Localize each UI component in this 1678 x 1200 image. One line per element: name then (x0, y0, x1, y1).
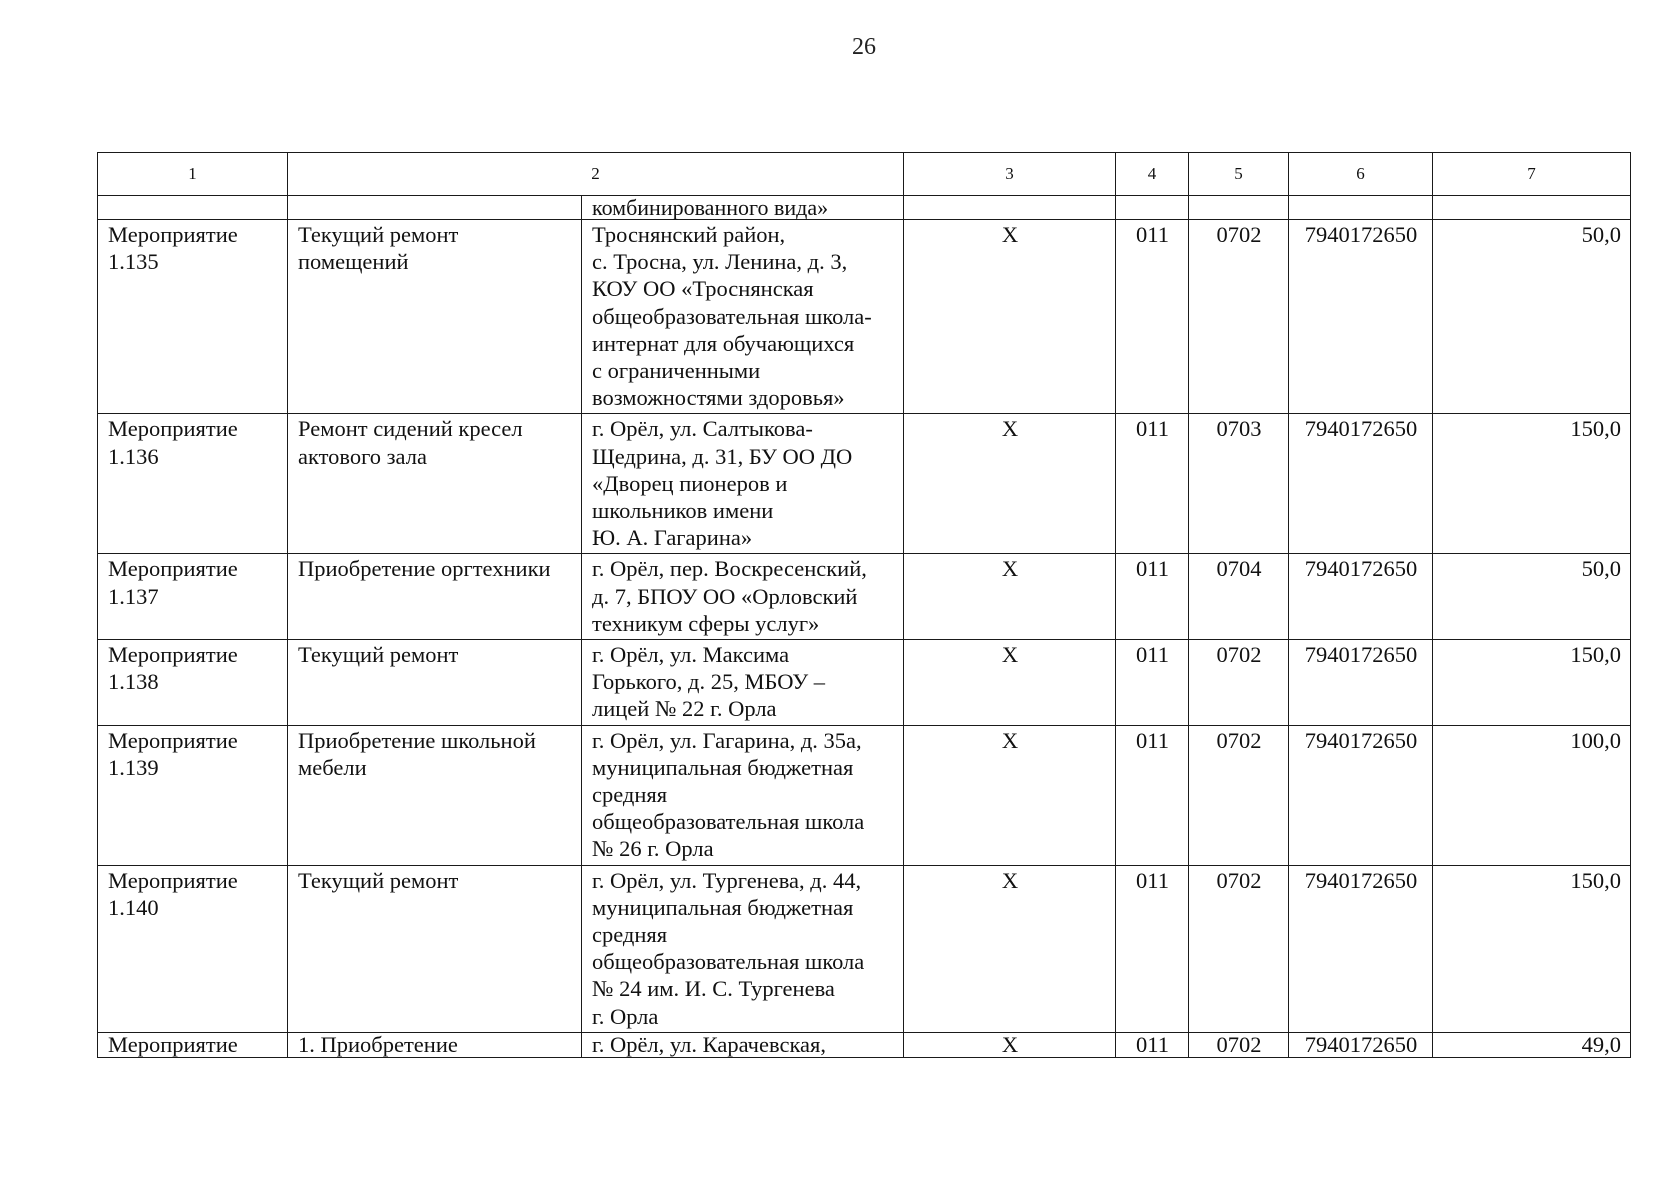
col5-value: 0704 (1189, 554, 1289, 640)
col3-value: Х (904, 414, 1116, 554)
event-address: Троснянский район, с. Тросна, ул. Ленина, д. 3, КОУ ОО «Троснянская общеобразовательная школа- интернат для обучающихся с ограниченными возможностями здоровья» (582, 220, 904, 414)
event-number: Мероприятие (98, 1032, 288, 1057)
column-number-row (98, 153, 1631, 196)
event-name: 1. Приобретение (288, 1032, 582, 1057)
column-number: 4 (1116, 153, 1189, 196)
col5-value: 0702 (1189, 640, 1289, 726)
col3-value: Х (904, 220, 1116, 414)
col3-value: Х (904, 640, 1116, 726)
column-number: 1 (98, 153, 288, 196)
table-row (98, 865, 1631, 1032)
col7-value: 150,0 (1433, 414, 1631, 554)
col3-value: Х (904, 725, 1116, 865)
event-number: Мероприятие 1.137 (98, 554, 288, 640)
col4-value: 011 (1116, 725, 1189, 865)
event-number: Мероприятие 1.135 (98, 220, 288, 414)
event-number: Мероприятие 1.140 (98, 865, 288, 1032)
col6-value: 7940172650 (1289, 220, 1433, 414)
col6-value: 7940172650 (1289, 554, 1433, 640)
event-name: Текущий ремонт помещений (288, 220, 582, 414)
table-row (98, 1032, 1631, 1057)
column-number: 5 (1189, 153, 1289, 196)
col7-value: 100,0 (1433, 725, 1631, 865)
column-number: 3 (904, 153, 1116, 196)
event-address: г. Орёл, пер. Воскресенский, д. 7, БПОУ ОО «Орловский техникум сферы услуг» (582, 554, 904, 640)
event-address: г. Орёл, ул. Гагарина, д. 35а, муниципальная бюджетная средняя общеобразовательная школа № 26 г. Орла (582, 725, 904, 865)
col5-value: 0702 (1189, 865, 1289, 1032)
table-row (98, 414, 1631, 554)
event-address: г. Орёл, ул. Тургенева, д. 44, муниципальная бюджетная средняя общеобразовательная школа № 24 им. И. С. Тургенева г. Орла (582, 865, 904, 1032)
col6-value: 7940172650 (1289, 414, 1433, 554)
event-name: Текущий ремонт (288, 865, 582, 1032)
col7-value: 49,0 (1433, 1032, 1631, 1057)
page-number: 26 (852, 34, 876, 60)
column-number: 6 (1289, 153, 1433, 196)
budget-table (97, 152, 1631, 1058)
col5-value: 0702 (1189, 1032, 1289, 1057)
event-address: г. Орёл, ул. Салтыкова- Щедрина, д. 31, БУ ОО ДО «Дворец пионеров и школьников имени Ю. А. Гагарина» (582, 414, 904, 554)
event-number: Мероприятие 1.136 (98, 414, 288, 554)
table-row (98, 554, 1631, 640)
col4-value: 011 (1116, 220, 1189, 414)
event-name: Приобретение оргтехники (288, 554, 582, 640)
col4-value: 011 (1116, 865, 1189, 1032)
continuation-row (98, 196, 1631, 220)
col6-value: 7940172650 (1289, 725, 1433, 865)
event-address: г. Орёл, ул. Карачевская, (582, 1032, 904, 1057)
col7-value: 50,0 (1433, 554, 1631, 640)
event-address: г. Орёл, ул. Максима Горького, д. 25, МБОУ – лицей № 22 г. Орла (582, 640, 904, 726)
col7-value: 150,0 (1433, 865, 1631, 1032)
column-number: 7 (1433, 153, 1631, 196)
col5-value: 0702 (1189, 220, 1289, 414)
table-row (98, 220, 1631, 414)
col5-value: 0702 (1189, 725, 1289, 865)
col6-value: 7940172650 (1289, 865, 1433, 1032)
col6-value: 7940172650 (1289, 1032, 1433, 1057)
event-name: Текущий ремонт (288, 640, 582, 726)
col4-value: 011 (1116, 554, 1189, 640)
col3-value: Х (904, 554, 1116, 640)
col4-value: 011 (1116, 640, 1189, 726)
col4-value: 011 (1116, 1032, 1189, 1057)
table-row (98, 640, 1631, 726)
event-number: Мероприятие 1.138 (98, 640, 288, 726)
col7-value: 50,0 (1433, 220, 1631, 414)
col3-value: Х (904, 865, 1116, 1032)
col6-value: 7940172650 (1289, 640, 1433, 726)
col4-value: 011 (1116, 414, 1189, 554)
col3-value: Х (904, 1032, 1116, 1057)
continuation-text: комбинированного вида» (582, 196, 904, 220)
table-row (98, 725, 1631, 865)
event-name: Ремонт сидений кресел актового зала (288, 414, 582, 554)
column-number: 2 (288, 153, 904, 196)
event-name: Приобретение школьной мебели (288, 725, 582, 865)
col5-value: 0703 (1189, 414, 1289, 554)
event-number: Мероприятие 1.139 (98, 725, 288, 865)
col7-value: 150,0 (1433, 640, 1631, 726)
